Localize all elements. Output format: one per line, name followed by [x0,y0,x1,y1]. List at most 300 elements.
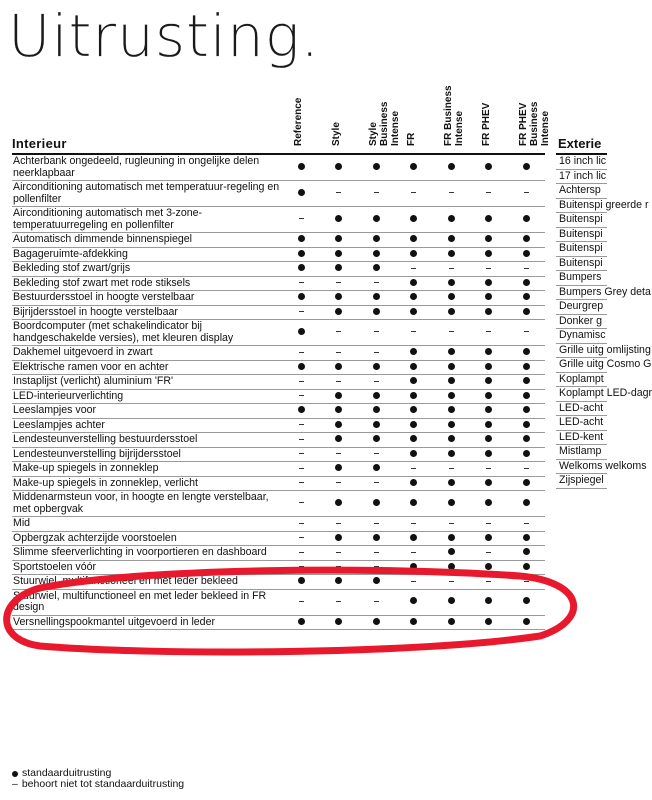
dash-icon [336,523,341,524]
dash-icon [336,552,341,553]
row-label: Bekleding stof zwart met rode stiksels [13,276,191,289]
bullet-icon [523,548,530,555]
bullet-icon [523,279,530,286]
cell-value [320,449,358,461]
cell-value [433,617,471,629]
cell-value [508,434,546,446]
cell-value [283,478,321,490]
bullet-icon [485,235,492,242]
bullet-icon [335,293,342,300]
cell-value [433,533,471,545]
row-label: Bijrijdersstoel in hoogte verstelbaar [13,305,178,318]
bullet-icon [523,618,530,625]
bullet-icon [298,363,305,370]
dash-icon [486,268,491,269]
dash-icon [486,331,491,332]
dash-icon [299,439,304,440]
cell-value [395,263,433,275]
cell-value [433,391,471,403]
row-label: Bagageruimte-afdekking [13,247,128,260]
cell-value [433,234,471,246]
cell-value [283,249,321,261]
cell-value [395,162,433,174]
cell-value [508,596,546,608]
cell-value [508,347,546,359]
dash-icon [374,601,379,602]
bullet-icon [410,308,417,315]
bullet-icon [410,406,417,413]
cell-value [283,518,321,530]
table-row [12,561,545,576]
exterieur-item: Bumpers [556,271,607,286]
exterieur-item: Deurgrep [556,300,607,315]
cell-value [283,307,321,319]
bullet-icon [335,499,342,506]
cell-value [283,327,321,339]
dash-icon [449,468,454,469]
bullet-icon [410,618,417,625]
bullet-icon [410,235,417,242]
exterieur-item: Buitenspi [556,228,607,243]
exterieur-item: 16 inch lic [556,155,607,170]
bullet-icon [448,348,455,355]
dash-icon [299,218,304,219]
bullet-icon [448,421,455,428]
cell-value [433,405,471,417]
bullet-icon [410,348,417,355]
cell-value [283,362,321,374]
exterieur-item: Buitenspi [556,213,607,228]
cell-value [358,617,396,629]
bullet-icon [335,264,342,271]
bullet-icon [373,308,380,315]
table-row [12,419,545,434]
bullet-icon [523,534,530,541]
bullet-icon [410,163,417,170]
dash-icon [336,282,341,283]
bullet-icon [410,279,417,286]
cell-value [470,576,508,588]
bullet-icon [298,189,305,196]
bullet-icon [410,563,417,570]
bullet-icon [410,499,417,506]
cell-value [470,596,508,608]
column-header: Reference [293,97,304,146]
cell-value [320,478,358,490]
bullet-icon [448,499,455,506]
cell-value [508,376,546,388]
bullet-icon [485,563,492,570]
bullet-icon [448,293,455,300]
table-row [12,517,545,532]
dash-icon [486,552,491,553]
bullet-icon [373,163,380,170]
exterieur-item: Grille uitg omlijsting [556,344,607,359]
bullet-icon [298,618,305,625]
dash-icon [374,523,379,524]
cell-value [283,263,321,275]
table-row [12,155,545,181]
interieur-table [12,153,545,630]
cell-value [508,362,546,374]
column-header: FR Business Intense [443,85,465,146]
cell-value [433,307,471,319]
cell-value [433,498,471,510]
table-row [12,491,545,517]
exterieur-item: Buitenspi greerde r [556,199,607,214]
cell-value [508,420,546,432]
cell-value [508,518,546,530]
row-label: Mid [13,517,31,529]
cell-value [358,292,396,304]
cell-value [470,234,508,246]
dash-icon: – [12,778,18,790]
cell-value [283,420,321,432]
bullet-icon [523,563,530,570]
cell-value [470,292,508,304]
row-label: Leeslampjes voor [13,404,97,416]
column-header: FR PHEV Business Intense [518,101,551,146]
dash-icon [411,192,416,193]
legend-standard-label: standaarduitrusting [22,767,112,779]
cell-value [395,214,433,226]
bullet-icon [298,577,305,584]
cell-value [395,292,433,304]
dash-icon [374,352,379,353]
bullet-icon [335,534,342,541]
cell-value [320,518,358,530]
cell-value [358,347,396,359]
dash-icon [374,192,379,193]
bullet-icon [485,163,492,170]
table-row [12,590,545,616]
bullet-icon [523,421,530,428]
bullet-icon [410,293,417,300]
cell-value [470,478,508,490]
exterieur-item: Welkoms welkoms [556,460,607,475]
cell-value [283,449,321,461]
row-label: Make-up spiegels in zonneklep [13,462,159,474]
exterieur-list [556,153,652,489]
cell-value [395,307,433,319]
cell-value [320,162,358,174]
bullet-icon [485,215,492,222]
bullet-icon [448,597,455,604]
exterieur-item: Zijspiegel [556,474,607,489]
bullet-icon [410,479,417,486]
dash-icon [486,192,491,193]
cell-value [320,188,358,200]
cell-value [508,547,546,559]
cell-value [283,214,321,226]
bullet-icon [335,392,342,399]
cell-value [358,478,396,490]
cell-value [395,249,433,261]
cell-value [283,234,321,246]
bullet-icon [485,406,492,413]
dash-icon [336,381,341,382]
bullet-icon [448,363,455,370]
bullet-icon [448,548,455,555]
cell-value [395,347,433,359]
dash-icon [374,453,379,454]
cell-value [433,562,471,574]
bullet-icon [523,392,530,399]
cell-value [358,434,396,446]
column-header: Style Business Intense [368,101,401,146]
cell-value [395,278,433,290]
table-row [12,306,545,321]
bullet-icon [523,293,530,300]
cell-value [395,449,433,461]
dash-icon [336,192,341,193]
cell-value [508,162,546,174]
row-label: Elektrische ramen voor en achter [13,360,169,373]
cell-value [508,307,546,319]
bullet-icon [448,235,455,242]
dash-icon [336,352,341,353]
row-label: Versnellingspookmantel uitgevoerd in leder [13,615,215,628]
table-row [12,207,545,233]
bullet-icon [523,235,530,242]
cell-value [470,405,508,417]
cell-value [395,547,433,559]
bullet-icon [410,450,417,457]
dash-icon [299,537,304,538]
bullet-icon [335,421,342,428]
dash-icon [486,468,491,469]
dash-icon [299,601,304,602]
cell-value [358,518,396,530]
row-label: Slimme sfeerverlichting in voorportieren en dashboard [13,546,267,558]
bullet-icon [485,348,492,355]
exterieur-heading: Exterie [558,136,602,151]
cell-value [358,162,396,174]
cell-value [470,449,508,461]
exterieur-item: Koplampt [556,373,607,388]
cell-value [283,405,321,417]
bullet-icon [485,435,492,442]
cell-value [358,576,396,588]
dash-icon [449,523,454,524]
cell-value [320,214,358,226]
cell-value [470,307,508,319]
legend-not-standard-label: behoort niet tot standaarduitrusting [21,778,185,790]
column-header: FR [405,132,417,146]
bullet-icon [373,215,380,222]
cell-value [358,562,396,574]
row-label: Middenarmsteun voor, in hoogte en lengte verstelbaar, met opbergvak [13,491,269,515]
dash-icon [336,601,341,602]
bullet-icon [335,235,342,242]
bullet-icon [448,279,455,286]
bullet-icon [448,563,455,570]
cell-value [395,576,433,588]
cell-value [470,434,508,446]
row-label: Sportstoelen vóór [13,560,97,573]
table-row [12,248,545,263]
cell-value [433,214,471,226]
dash-icon [524,192,529,193]
cell-value [433,263,471,275]
cell-value [320,498,358,510]
cell-value [320,617,358,629]
cell-value [283,617,321,629]
cell-value [433,463,471,475]
cell-value [358,533,396,545]
bullet-icon [373,464,380,471]
bullet-icon [523,308,530,315]
cell-value [358,376,396,388]
bullet-icon [298,293,305,300]
cell-value [470,278,508,290]
cell-value [320,249,358,261]
dash-icon [411,468,416,469]
bullet-icon [448,450,455,457]
cell-value [358,547,396,559]
dash-icon [336,482,341,483]
row-label: Opbergzak achterzijde voorstoelen [13,531,177,544]
cell-value [508,562,546,574]
cell-value [320,327,358,339]
cell-value [433,249,471,261]
cell-value [358,249,396,261]
cell-value [358,463,396,475]
cell-value [320,234,358,246]
cell-value [320,420,358,432]
exterieur-item: LED-kent [556,431,607,446]
bullet-icon [523,250,530,257]
cell-value [283,596,321,608]
cell-value [470,214,508,226]
table-row [12,404,545,419]
cell-value [358,391,396,403]
cell-value [508,327,546,339]
cell-value [358,327,396,339]
bullet-icon [298,250,305,257]
bullet-icon [448,435,455,442]
row-label: Airconditioning automatisch met temperatuur-regeling en pollenfilter [13,181,280,205]
dash-icon [299,282,304,283]
cell-value [433,518,471,530]
cell-value [283,188,321,200]
cell-value [470,263,508,275]
cell-value [283,376,321,388]
bullet-icon [410,534,417,541]
row-label: Bekleding stof zwart/grijs [13,262,131,274]
cell-value [470,249,508,261]
table-row [12,262,545,277]
row-label: Boordcomputer (met schakelindicator bij handgeschakelde versies), met kleuren display [13,320,234,344]
bullet-icon [523,499,530,506]
bullet-icon [12,771,18,777]
dash-icon [449,331,454,332]
cell-value [283,278,321,290]
cell-value [395,234,433,246]
cell-value [433,347,471,359]
cell-value [395,188,433,200]
cell-value [395,562,433,574]
cell-value [320,263,358,275]
bullet-icon [410,250,417,257]
cell-value [358,214,396,226]
table-row [12,462,545,477]
bullet-icon [448,308,455,315]
bullet-icon [523,215,530,222]
bullet-icon [410,392,417,399]
bullet-icon [335,618,342,625]
bullet-icon [335,215,342,222]
dash-icon [449,268,454,269]
dash-icon [299,453,304,454]
bullet-icon [448,618,455,625]
row-label: Lendesteunverstelling bijrijdersstoel [13,447,181,460]
exterieur-item: Achtersp [556,184,607,199]
cell-value [320,463,358,475]
bullet-icon [373,534,380,541]
cell-value [508,188,546,200]
dash-icon [411,523,416,524]
dash-icon [374,552,379,553]
dash-icon [336,331,341,332]
bullet-icon [335,577,342,584]
bullet-icon [335,406,342,413]
dash-icon [299,566,304,567]
bullet-icon [335,435,342,442]
bullet-icon [523,363,530,370]
bullet-icon [373,406,380,413]
cell-value [395,478,433,490]
bullet-icon [373,392,380,399]
dash-icon [449,192,454,193]
bullet-icon [373,421,380,428]
bullet-icon [373,577,380,584]
cell-value [508,617,546,629]
bullet-icon [485,450,492,457]
row-label: Automatisch dimmende binnenspiegel [13,233,193,245]
cell-value [283,547,321,559]
bullet-icon [335,163,342,170]
cell-value [320,547,358,559]
legend-not-standard [12,779,184,790]
cell-value [508,405,546,417]
cell-value [508,576,546,588]
cell-value [395,533,433,545]
cell-value [283,162,321,174]
cell-value [470,533,508,545]
table-row [12,375,545,390]
exterieur-item: Koplampt LED-dagr [556,387,607,402]
cell-value [508,498,546,510]
cell-value [395,420,433,432]
bullet-icon [373,363,380,370]
dash-icon [299,395,304,396]
cell-value [283,498,321,510]
cell-value [508,214,546,226]
cell-value [395,327,433,339]
column-header: Style [330,122,342,146]
table-row [12,320,545,346]
cell-value [283,434,321,446]
cell-value [433,362,471,374]
bullet-icon [373,435,380,442]
dash-icon [486,523,491,524]
bullet-icon [448,406,455,413]
cell-value [395,617,433,629]
cell-value [470,562,508,574]
row-label: Dakhemel uitgevoerd in zwart [13,346,153,358]
cell-value [283,292,321,304]
